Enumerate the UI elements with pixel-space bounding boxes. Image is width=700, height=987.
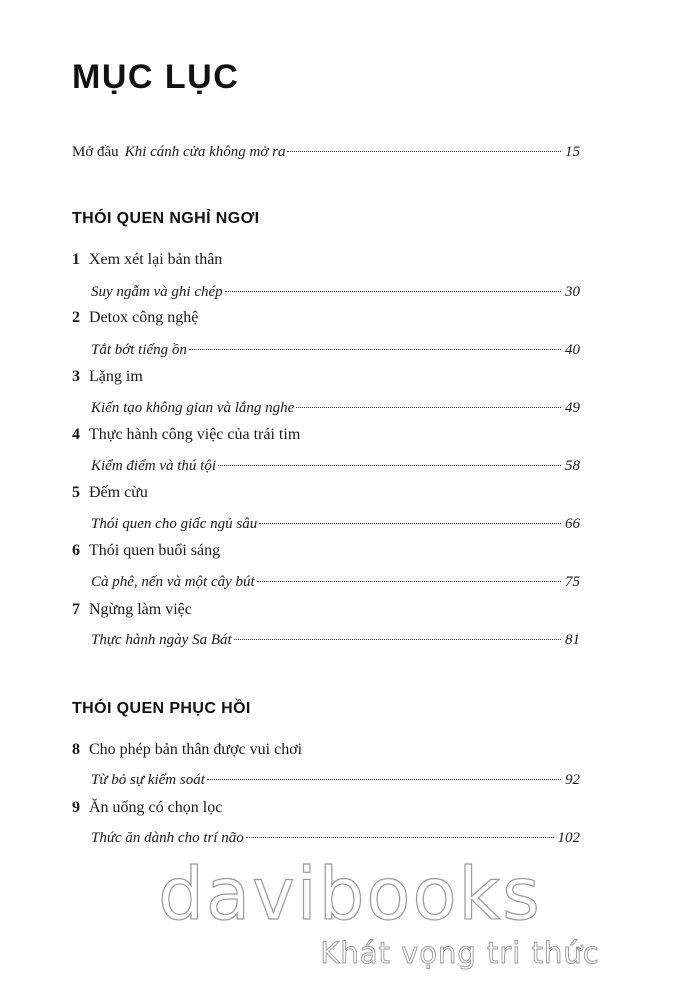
intro-label: Mở đầu — [72, 144, 119, 160]
chapter-subtitle: Thói quen cho giấc ngủ sâu — [91, 516, 258, 532]
chapter-number: 7 — [72, 601, 80, 618]
chapter-title — [72, 541, 220, 561]
chapter-subtitle: Kiến tạo không gian và lắng nghe — [91, 400, 295, 416]
dot-leader — [189, 349, 561, 350]
chapter-subtitle: Suy ngẫm và ghi chép — [91, 284, 223, 300]
chapter-page-number: 40 — [565, 342, 580, 358]
dot-leader — [234, 639, 561, 640]
chapter-page-number: 30 — [565, 284, 580, 300]
chapter-number: 2 — [72, 309, 80, 326]
chapter-number: 3 — [72, 368, 80, 385]
chapter-subtitle-line — [91, 398, 580, 418]
chapter-title — [72, 740, 302, 760]
watermark-tagline: Khát vọng tri thức — [320, 936, 600, 970]
section-heading-recovery: THÓI QUEN PHỤC HỒI — [72, 700, 251, 717]
dot-leader — [207, 779, 561, 780]
dot-leader — [257, 581, 561, 582]
intro-page-number: 15 — [565, 144, 580, 160]
chapter-page-number: 66 — [565, 516, 580, 532]
chapter-subtitle-line — [91, 340, 580, 360]
chapter-title — [72, 250, 222, 270]
intro-title: Khi cánh cửa không mở ra — [124, 144, 286, 160]
chapter-page-number: 49 — [565, 400, 580, 416]
chapter-page-number: 102 — [557, 830, 580, 846]
chapter-title-text: Thực hành công việc của trái tim — [89, 426, 301, 443]
chapter-subtitle: Thức ăn dành cho trí não — [91, 830, 244, 846]
chapter-number: 8 — [72, 741, 80, 758]
dot-leader — [225, 291, 561, 292]
chapter-subtitle: Kiểm điểm và thú tội — [91, 458, 216, 474]
chapter-subtitle: Cà phê, nến và một cây bút — [91, 574, 255, 590]
chapter-number: 6 — [72, 542, 80, 559]
chapter-number: 5 — [72, 484, 80, 501]
chapter-title-text: Thói quen buổi sáng — [89, 542, 221, 559]
chapter-subtitle: Từ bỏ sự kiểm soát — [91, 772, 205, 788]
chapter-subtitle-line — [91, 514, 580, 534]
dot-leader — [287, 151, 561, 152]
dot-leader — [218, 465, 561, 466]
chapter-page-number: 58 — [565, 458, 580, 474]
toc-intro — [72, 142, 580, 162]
chapter-title-text: Ăn uống có chọn lọc — [89, 799, 223, 816]
chapter-subtitle: Thực hành ngày Sa Bát — [91, 632, 232, 648]
chapter-subtitle-line — [91, 282, 580, 302]
chapter-subtitle-line — [91, 630, 580, 650]
watermark-brand: davibooks — [158, 852, 542, 936]
chapter-title — [72, 308, 198, 328]
chapter-title-text: Cho phép bản thân được vui chơi — [89, 741, 303, 758]
chapter-subtitle: Tắt bớt tiếng ồn — [91, 342, 187, 358]
dot-leader — [246, 837, 554, 838]
dot-leader — [259, 523, 561, 524]
chapter-title-text: Detox công nghệ — [89, 309, 199, 326]
chapter-page-number: 81 — [565, 632, 580, 648]
chapter-subtitle-line — [91, 770, 580, 790]
chapter-subtitle-line — [91, 572, 580, 592]
chapter-title — [72, 367, 143, 387]
chapter-subtitle-line — [91, 828, 580, 848]
chapter-number: 1 — [72, 251, 80, 268]
chapter-subtitle-line — [91, 456, 580, 476]
page-title: MỤC LỤC — [72, 58, 240, 96]
dot-leader — [296, 407, 561, 408]
chapter-title — [72, 600, 192, 620]
chapter-title-text: Xem xét lại bản thân — [89, 251, 223, 268]
chapter-number: 4 — [72, 426, 80, 443]
chapter-page-number: 75 — [565, 574, 580, 590]
chapter-title-text: Ngừng làm việc — [89, 601, 192, 618]
chapter-title-text: Lặng im — [89, 368, 143, 385]
chapter-page-number: 92 — [565, 772, 580, 788]
chapter-title — [72, 483, 148, 503]
chapter-title — [72, 798, 222, 818]
chapter-number: 9 — [72, 799, 80, 816]
chapter-title-text: Đếm cừu — [89, 484, 148, 501]
section-heading-rest: THÓI QUEN NGHỈ NGƠI — [72, 210, 260, 227]
chapter-title — [72, 425, 300, 445]
